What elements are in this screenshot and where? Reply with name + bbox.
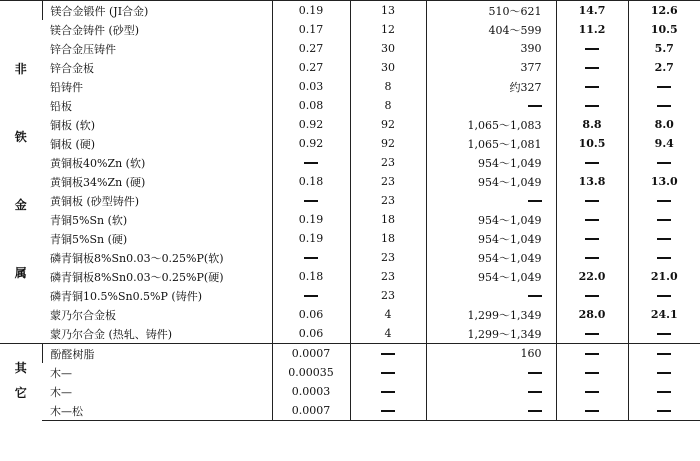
dash-mark bbox=[657, 86, 671, 88]
dash-mark bbox=[657, 295, 671, 297]
value-cell-c4 bbox=[556, 39, 628, 58]
dash-mark bbox=[528, 372, 542, 374]
value-cell-c1: 0.27 bbox=[272, 39, 350, 58]
value-cell-c1: 0.19 bbox=[272, 210, 350, 229]
value-cell-c4 bbox=[556, 229, 628, 248]
value-cell-c5: 21.0 bbox=[628, 267, 700, 286]
value-cell-c2: 18 bbox=[350, 229, 426, 248]
category-char: 金 bbox=[14, 198, 27, 212]
dash-mark bbox=[585, 162, 599, 164]
value-cell-c3: 954～1,049 bbox=[426, 267, 556, 286]
table-row bbox=[0, 153, 700, 172]
dash-mark bbox=[657, 162, 671, 164]
dash-mark bbox=[657, 353, 671, 355]
category-char: 它 bbox=[14, 386, 27, 400]
value-cell-c5 bbox=[628, 229, 700, 248]
value-cell-c4: 8.8 bbox=[556, 115, 628, 134]
value-cell-c3: 1,065～1,083 bbox=[426, 115, 556, 134]
value-cell-c3: 1,299～1,349 bbox=[426, 324, 556, 344]
value-cell-c4 bbox=[556, 401, 628, 421]
value-cell-c4 bbox=[556, 344, 628, 364]
dash-mark bbox=[304, 295, 318, 297]
dash-mark bbox=[657, 391, 671, 393]
value-cell-c2 bbox=[350, 344, 426, 364]
table-row bbox=[0, 344, 700, 364]
dash-mark bbox=[381, 410, 395, 412]
dash-mark bbox=[381, 353, 395, 355]
category-label bbox=[0, 1, 42, 344]
value-cell-c5 bbox=[628, 248, 700, 267]
table-row bbox=[0, 382, 700, 401]
value-cell-c1: 0.08 bbox=[272, 96, 350, 115]
material-name-cell: 黄铜板34%Zn (硬) bbox=[50, 175, 146, 189]
value-cell-c5: 9.4 bbox=[628, 134, 700, 153]
dash-mark bbox=[528, 391, 542, 393]
material-name-cell: 铜板 (软) bbox=[50, 118, 96, 132]
dash-mark bbox=[528, 295, 542, 297]
category-label bbox=[0, 344, 42, 421]
value-cell-c4 bbox=[556, 363, 628, 382]
dash-mark bbox=[657, 105, 671, 107]
value-cell-c4: 11.2 bbox=[556, 20, 628, 39]
dash-mark bbox=[585, 257, 599, 259]
table-row bbox=[0, 286, 700, 305]
value-cell-c1: 0.0007 bbox=[272, 344, 350, 364]
table-body bbox=[0, 1, 700, 421]
value-cell-c2: 8 bbox=[350, 96, 426, 115]
material-name-cell: 磷青铜板8%Sn0.03～0.25%P(软) bbox=[50, 251, 224, 265]
dash-mark bbox=[528, 105, 542, 107]
value-cell-c3 bbox=[426, 401, 556, 421]
value-cell-c1: 0.03 bbox=[272, 77, 350, 96]
value-cell-c2: 92 bbox=[350, 134, 426, 153]
dash-mark bbox=[585, 333, 599, 335]
table-row bbox=[0, 20, 700, 39]
value-cell-c2: 23 bbox=[350, 191, 426, 210]
value-cell-c3: 404～599 bbox=[426, 20, 556, 39]
value-cell-c4: 10.5 bbox=[556, 134, 628, 153]
value-cell-c5 bbox=[628, 401, 700, 421]
value-cell-c5: 12.6 bbox=[628, 1, 700, 21]
value-cell-c5 bbox=[628, 153, 700, 172]
dash-mark bbox=[585, 67, 599, 69]
dash-mark bbox=[657, 333, 671, 335]
value-cell-c2: 23 bbox=[350, 248, 426, 267]
material-name-cell: 青铜5%Sn (硬) bbox=[50, 232, 128, 246]
value-cell-c5: 2.7 bbox=[628, 58, 700, 77]
material-name-cell: 磷青铜10.5%Sn0.5%P (铸件) bbox=[50, 289, 202, 303]
material-name-cell: 黄铜板 (砂型铸件) bbox=[50, 194, 140, 208]
table-row bbox=[0, 115, 700, 134]
dash-mark bbox=[585, 105, 599, 107]
value-cell-c4 bbox=[556, 153, 628, 172]
value-cell-c3: 390 bbox=[426, 39, 556, 58]
dash-mark bbox=[657, 200, 671, 202]
value-cell-c2 bbox=[350, 363, 426, 382]
dash-mark bbox=[657, 238, 671, 240]
value-cell-c3 bbox=[426, 96, 556, 115]
value-cell-c3: 377 bbox=[426, 58, 556, 77]
value-cell-c4: 14.7 bbox=[556, 1, 628, 21]
material-name-cell: 铅铸件 bbox=[50, 80, 83, 94]
value-cell-c5 bbox=[628, 210, 700, 229]
value-cell-c1 bbox=[272, 248, 350, 267]
material-name-cell: 木— bbox=[50, 366, 72, 380]
table-row bbox=[0, 324, 700, 344]
value-cell-c2: 13 bbox=[350, 1, 426, 21]
material-name-cell: 木— bbox=[50, 385, 72, 399]
value-cell-c4 bbox=[556, 96, 628, 115]
value-cell-c2: 18 bbox=[350, 210, 426, 229]
dash-mark bbox=[585, 391, 599, 393]
value-cell-c5: 13.0 bbox=[628, 172, 700, 191]
value-cell-c3: 954～1,049 bbox=[426, 210, 556, 229]
table-row bbox=[0, 363, 700, 382]
value-cell-c1: 0.17 bbox=[272, 20, 350, 39]
dash-mark bbox=[657, 410, 671, 412]
value-cell-c2 bbox=[350, 401, 426, 421]
value-cell-c1 bbox=[272, 153, 350, 172]
value-cell-c3 bbox=[426, 382, 556, 401]
value-cell-c1: 0.06 bbox=[272, 305, 350, 324]
dash-mark bbox=[304, 200, 318, 202]
value-cell-c1: 0.19 bbox=[272, 1, 350, 21]
value-cell-c3: 954～1,049 bbox=[426, 172, 556, 191]
category-char: 属 bbox=[14, 266, 27, 280]
dash-mark bbox=[657, 219, 671, 221]
value-cell-c1: 0.18 bbox=[272, 267, 350, 286]
value-cell-c2: 8 bbox=[350, 77, 426, 96]
material-name-cell: 黄铜板40%Zn (软) bbox=[50, 156, 146, 170]
value-cell-c3: 954～1,049 bbox=[426, 153, 556, 172]
value-cell-c4 bbox=[556, 382, 628, 401]
dash-mark bbox=[585, 200, 599, 202]
value-cell-c3: 1,065～1,081 bbox=[426, 134, 556, 153]
dash-mark bbox=[657, 257, 671, 259]
table-row bbox=[0, 134, 700, 153]
table-row bbox=[0, 1, 700, 21]
value-cell-c1: 0.92 bbox=[272, 115, 350, 134]
value-cell-c5 bbox=[628, 77, 700, 96]
value-cell-c1: 0.00035 bbox=[272, 363, 350, 382]
value-cell-c2: 4 bbox=[350, 305, 426, 324]
material-name-cell: 青铜5%Sn (软) bbox=[50, 213, 128, 227]
dash-mark bbox=[585, 295, 599, 297]
category-char: 其 bbox=[14, 361, 27, 375]
value-cell-c5: 10.5 bbox=[628, 20, 700, 39]
table-row bbox=[0, 248, 700, 267]
material-name-cell: 锌合金板 bbox=[50, 61, 94, 75]
dash-mark bbox=[381, 391, 395, 393]
value-cell-c4 bbox=[556, 58, 628, 77]
material-name-cell: 镁合金铸件 (砂型) bbox=[50, 23, 140, 37]
value-cell-c3: 510～621 bbox=[426, 1, 556, 21]
table-row bbox=[0, 77, 700, 96]
material-name-cell: 蒙乃尔合金板 bbox=[50, 308, 116, 322]
value-cell-c4 bbox=[556, 286, 628, 305]
value-cell-c2: 30 bbox=[350, 58, 426, 77]
dash-mark bbox=[304, 162, 318, 164]
table-row bbox=[0, 210, 700, 229]
value-cell-c4 bbox=[556, 248, 628, 267]
value-cell-c5 bbox=[628, 363, 700, 382]
value-cell-c4 bbox=[556, 324, 628, 344]
table-row bbox=[0, 191, 700, 210]
value-cell-c4 bbox=[556, 191, 628, 210]
material-name-cell: 酚醛树脂 bbox=[42, 344, 272, 364]
value-cell-c2: 12 bbox=[350, 20, 426, 39]
value-cell-c3: 160 bbox=[426, 344, 556, 364]
value-cell-c1: 0.0003 bbox=[272, 382, 350, 401]
value-cell-c2 bbox=[350, 382, 426, 401]
category-char: 非 bbox=[14, 62, 27, 76]
dash-mark bbox=[585, 353, 599, 355]
value-cell-c3: 954～1,049 bbox=[426, 229, 556, 248]
value-cell-c2: 23 bbox=[350, 172, 426, 191]
material-name-cell: 磷青铜板8%Sn0.03～0.25%P(硬) bbox=[50, 270, 224, 284]
value-cell-c3 bbox=[426, 286, 556, 305]
material-name-cell: 木—松 bbox=[42, 401, 272, 421]
value-cell-c5 bbox=[628, 286, 700, 305]
value-cell-c2: 92 bbox=[350, 115, 426, 134]
table-row bbox=[0, 305, 700, 324]
material-name-cell: 蒙乃尔合金 (热轧、铸件) bbox=[42, 324, 272, 344]
table-row bbox=[0, 96, 700, 115]
table-row bbox=[0, 267, 700, 286]
table-row bbox=[0, 229, 700, 248]
value-cell-c5 bbox=[628, 324, 700, 344]
value-cell-c1: 0.18 bbox=[272, 172, 350, 191]
material-name-cell: 铜板 (硬) bbox=[50, 137, 96, 151]
value-cell-c4 bbox=[556, 210, 628, 229]
dash-mark bbox=[585, 219, 599, 221]
dash-mark bbox=[585, 86, 599, 88]
material-name-cell: 锌合金压铸件 bbox=[50, 42, 116, 56]
value-cell-c5: 24.1 bbox=[628, 305, 700, 324]
value-cell-c5 bbox=[628, 344, 700, 364]
value-cell-c1: 0.92 bbox=[272, 134, 350, 153]
dash-mark bbox=[528, 200, 542, 202]
value-cell-c3 bbox=[426, 191, 556, 210]
dash-mark bbox=[304, 257, 318, 259]
table-row bbox=[0, 58, 700, 77]
value-cell-c4 bbox=[556, 77, 628, 96]
table-row bbox=[0, 401, 700, 421]
dash-mark bbox=[585, 410, 599, 412]
value-cell-c1 bbox=[272, 286, 350, 305]
material-name-cell: 镁合金锻件 (JI合金) bbox=[42, 1, 272, 21]
dash-mark bbox=[528, 410, 542, 412]
value-cell-c3: 1,299～1,349 bbox=[426, 305, 556, 324]
table-row bbox=[0, 39, 700, 58]
value-cell-c1 bbox=[272, 191, 350, 210]
value-cell-c1: 0.0007 bbox=[272, 401, 350, 421]
value-cell-c5 bbox=[628, 382, 700, 401]
value-cell-c2: 4 bbox=[350, 324, 426, 344]
value-cell-c5: 8.0 bbox=[628, 115, 700, 134]
table-row bbox=[0, 172, 700, 191]
value-cell-c1: 0.19 bbox=[272, 229, 350, 248]
category-char: 铁 bbox=[14, 130, 27, 144]
dash-mark bbox=[585, 48, 599, 50]
dash-mark bbox=[585, 238, 599, 240]
value-cell-c5 bbox=[628, 96, 700, 115]
value-cell-c4: 28.0 bbox=[556, 305, 628, 324]
value-cell-c2: 30 bbox=[350, 39, 426, 58]
value-cell-c4: 22.0 bbox=[556, 267, 628, 286]
dash-mark bbox=[657, 372, 671, 374]
dash-mark bbox=[381, 372, 395, 374]
value-cell-c5: 5.7 bbox=[628, 39, 700, 58]
dash-mark bbox=[585, 372, 599, 374]
value-cell-c2: 23 bbox=[350, 286, 426, 305]
value-cell-c2: 23 bbox=[350, 267, 426, 286]
value-cell-c3 bbox=[426, 363, 556, 382]
value-cell-c2: 23 bbox=[350, 153, 426, 172]
value-cell-c3: 约327 bbox=[426, 77, 556, 96]
value-cell-c5 bbox=[628, 191, 700, 210]
material-name-cell: 铅板 bbox=[50, 99, 72, 113]
value-cell-c1: 0.27 bbox=[272, 58, 350, 77]
value-cell-c4: 13.8 bbox=[556, 172, 628, 191]
value-cell-c1: 0.06 bbox=[272, 324, 350, 344]
value-cell-c3: 954～1,049 bbox=[426, 248, 556, 267]
